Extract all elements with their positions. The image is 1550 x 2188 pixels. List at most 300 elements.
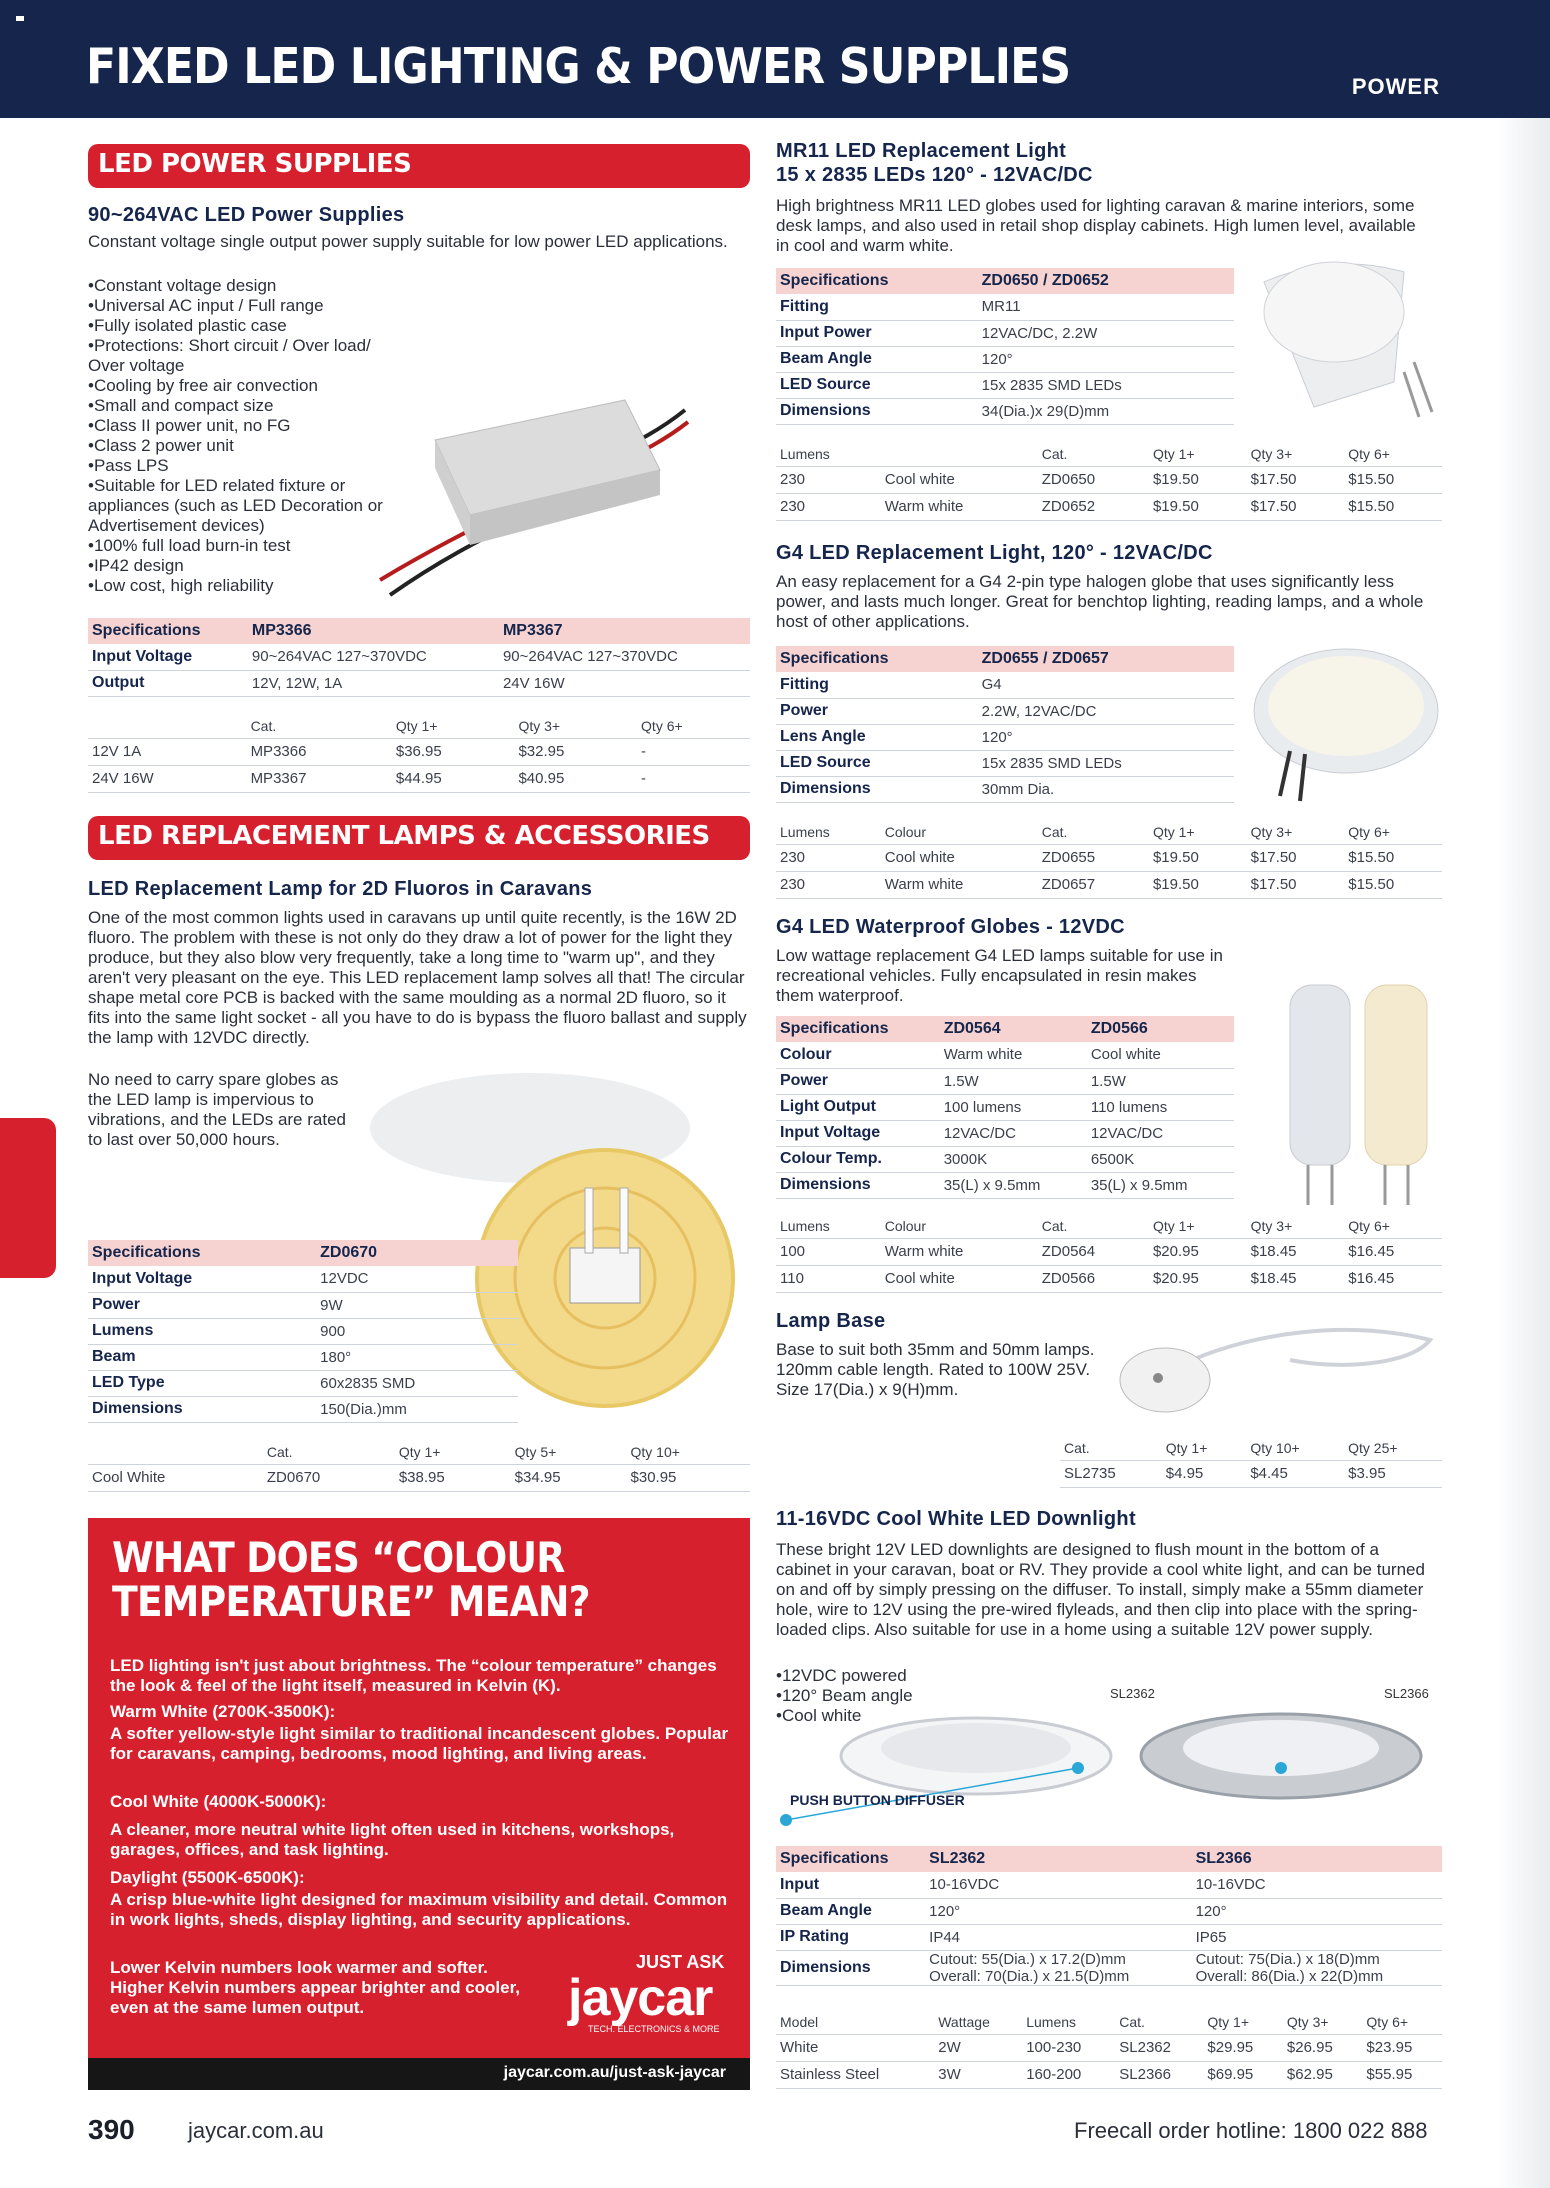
spec-value: 90~264VAC 127~370VDC — [499, 644, 750, 670]
price-cell: SL2735 — [1060, 1460, 1162, 1487]
price-header-cell: Qty 3+ — [1247, 820, 1345, 844]
spec-value: MR11 — [978, 294, 1234, 320]
spec-label: LED Source — [776, 372, 978, 398]
spec-value: 6500K — [1087, 1146, 1234, 1172]
price-row — [1060, 1460, 1442, 1487]
spec-value: 30mm Dia. — [978, 776, 1234, 802]
spec-value: 110 lumens — [1087, 1094, 1234, 1120]
price-cell: $30.95 — [627, 1464, 750, 1491]
price-row — [88, 765, 750, 792]
price-cell: $17.50 — [1247, 844, 1345, 871]
price-cell: 100-230 — [1022, 2034, 1115, 2061]
price-cell: Cool white — [881, 844, 1038, 871]
price-header-cell: Qty 3+ — [1283, 2010, 1363, 2034]
price-cell: 230 — [776, 844, 881, 871]
power-supply-image — [360, 380, 690, 600]
spec-value: 1.5W — [940, 1068, 1087, 1094]
colour-temperature-info-box — [88, 1518, 750, 2090]
spec-value: G4 — [978, 672, 1234, 698]
price-header-cell: Qty 3+ — [1247, 1214, 1345, 1238]
price-table-2d-lamp — [88, 1440, 750, 1492]
spec-label: Dimensions — [776, 1172, 940, 1198]
price-header-cell — [881, 442, 1038, 466]
spec-value: Warm white — [940, 1042, 1087, 1068]
feature-item: • 100% full load burn-in test — [88, 536, 388, 556]
spec-header-row — [776, 1846, 1442, 1872]
spec-row — [88, 644, 750, 670]
spec-value: 120° — [978, 346, 1234, 372]
feature-item: • Pass LPS — [88, 456, 388, 476]
product-title-lamp-base: Lamp Base — [776, 1310, 886, 1332]
spec-header-row — [88, 618, 750, 644]
feature-item: • Fully isolated plastic case — [88, 316, 388, 336]
spec-value: 15x 2835 SMD LEDs — [978, 750, 1234, 776]
spec-row — [776, 672, 1234, 698]
lamp-base-image — [1110, 1310, 1435, 1425]
header-mark — [16, 16, 24, 21]
spec-label: Colour — [776, 1042, 940, 1068]
product-title-downlight: 11-16VDC Cool White LED Downlight — [776, 1508, 1136, 1530]
page-title: FIXED LED LIGHTING & POWER SUPPLIES — [86, 38, 1071, 95]
price-cell: $17.50 — [1247, 493, 1345, 520]
spec-value: 120° — [925, 1898, 1191, 1924]
price-row — [88, 738, 750, 765]
price-cell: $16.45 — [1344, 1265, 1442, 1292]
downlight-label-sl2362: SL2362 — [1110, 1686, 1155, 1701]
spec-value: IP44 — [925, 1924, 1191, 1950]
spec-value: 900 — [316, 1318, 518, 1344]
product-desc-g4-waterproof: Low wattage replacement G4 LED lamps suitable for use in recreational vehicles. Fully encapsulated in resin makes them waterproof. — [776, 946, 1223, 1005]
spec-label: Power — [88, 1292, 316, 1318]
info-title-line1: WHAT DOES “COLOUR — [112, 1533, 565, 1582]
spec-label: Input — [776, 1872, 925, 1898]
spec-header-cell: Specifications — [88, 618, 248, 644]
price-header-cell: Lumens — [776, 1214, 881, 1238]
spec-value: 12VAC/DC, 2.2W — [978, 320, 1234, 346]
spec-value: 9W — [316, 1292, 518, 1318]
banner-led-power-supplies: LED POWER SUPPLIES — [88, 144, 750, 188]
spec-value: 150(Dia.)mm — [316, 1396, 518, 1422]
spec-header-cell: ZD0670 — [316, 1240, 518, 1266]
price-header-cell — [88, 1440, 263, 1464]
spec-row — [776, 1094, 1234, 1120]
spec-row — [776, 1950, 1442, 1985]
spec-header-cell: Specifications — [776, 1846, 925, 1872]
section-side-tab — [0, 1118, 56, 1278]
spec-row — [88, 1344, 518, 1370]
price-header-cell: Qty 1+ — [395, 1440, 511, 1464]
price-cell: - — [637, 738, 750, 765]
price-row — [776, 871, 1442, 898]
price-header-cell: Qty 1+ — [1203, 2010, 1283, 2034]
spec-header-cell: ZD0564 — [940, 1016, 1087, 1042]
price-cell: ZD0564 — [1038, 1238, 1149, 1265]
price-header-cell: Colour — [881, 820, 1038, 844]
spec-value: Cool white — [1087, 1042, 1234, 1068]
section-label: POWER — [1351, 74, 1440, 99]
spec-header-cell: MP3367 — [499, 618, 750, 644]
price-cell: $44.95 — [392, 765, 515, 792]
price-header-cell: Qty 6+ — [1344, 1214, 1442, 1238]
price-header-cell: Cat. — [1038, 442, 1149, 466]
spec-label: Beam — [88, 1344, 316, 1370]
spec-value: 15x 2835 SMD LEDs — [978, 372, 1234, 398]
price-header-cell: Qty 3+ — [1247, 442, 1345, 466]
banner-led-replacement-lamps: LED REPLACEMENT LAMPS & ACCESSORIES — [88, 816, 750, 860]
spec-value: 12VAC/DC — [940, 1120, 1087, 1146]
spec-table-mr11 — [776, 268, 1234, 425]
spec-label: Power — [776, 1068, 940, 1094]
product-title-g4: G4 LED Replacement Light, 120° - 12VAC/DC — [776, 542, 1213, 564]
spec-row — [776, 398, 1234, 424]
price-header-cell: Qty 1+ — [1149, 442, 1247, 466]
product-desc-lamp-base: Base to suit both 35mm and 50mm lamps. 120mm cable length. Rated to 100W 25V. Size 17(Dia.) x 9(H)mm. — [776, 1340, 1095, 1399]
spec-header-cell: Specifications — [776, 1016, 940, 1042]
price-cell: 24V 16W — [88, 765, 247, 792]
jaycar-logo: jaycar — [568, 1969, 713, 2027]
product-title-2d-lamp: LED Replacement Lamp for 2D Fluoros in Caravans — [88, 878, 593, 900]
product-desc-2d-lamp: One of the most common lights used in caravans up until quite recently, is the 16W 2D fluoro. The problem with these is not only do they draw a lot of power for the light they produce, but they also blow very frequently, take a long time to "warm up", and they aren't very pleasant on the eye. This LED replacement lamp solves all that! The circular shape metal core PCB is backed with the same moulding as a normal 2D fluoro, so it fits into the same light socket - all you have to do is bypass the fluoro ballast and supply the lamp with 12VDC directly. — [88, 908, 747, 1047]
g4-waterproof-globes-image — [1280, 980, 1445, 1210]
spec-value: Cutout: 55(Dia.) x 17.2(D)mm Overall: 70(Dia.) x 21.5(D)mm — [925, 1950, 1191, 1985]
price-cell: 3W — [934, 2061, 1022, 2088]
spec-row — [776, 1068, 1234, 1094]
price-cell: $15.50 — [1344, 493, 1442, 520]
spec-row — [88, 1266, 518, 1292]
price-header-row — [1060, 1436, 1442, 1460]
spec-header-row — [776, 1016, 1234, 1042]
price-row — [776, 493, 1442, 520]
spec-label: Colour Temp. — [776, 1146, 940, 1172]
price-cell: $26.95 — [1283, 2034, 1363, 2061]
spec-row — [88, 1318, 518, 1344]
price-cell: $3.95 — [1344, 1460, 1442, 1487]
price-cell: $34.95 — [511, 1464, 627, 1491]
spec-value: 24V 16W — [499, 670, 750, 696]
price-header-cell: Cat. — [1038, 820, 1149, 844]
price-cell: $4.45 — [1246, 1460, 1344, 1487]
feature-item: • IP42 design — [88, 556, 388, 576]
spec-header-cell: MP3366 — [248, 618, 499, 644]
info-conclusion: Lower Kelvin numbers look warmer and softer. Higher Kelvin numbers appear brighter and cooler, even at the same lumen output. — [110, 1958, 520, 2017]
product-title-g4-waterproof: G4 LED Waterproof Globes - 12VDC — [776, 916, 1125, 938]
price-header-row — [776, 820, 1442, 844]
price-row — [776, 844, 1442, 871]
spec-row — [776, 1146, 1234, 1172]
price-cell: $20.95 — [1149, 1265, 1247, 1292]
price-header-cell: Cat. — [1060, 1436, 1162, 1460]
price-header-row — [88, 1440, 750, 1464]
spec-header-cell: ZD0655 / ZD0657 — [978, 646, 1234, 672]
spec-label: Input Power — [776, 320, 978, 346]
feature-item: • Suitable for LED related fixture or appliances (such as LED Decoration or Advertisement devices) — [88, 476, 388, 536]
spec-row — [776, 1898, 1442, 1924]
spec-label: Light Output — [776, 1094, 940, 1120]
spec-value: 2.2W, 12VAC/DC — [978, 698, 1234, 724]
footer-url[interactable]: jaycar.com.au — [188, 2118, 324, 2143]
price-header-cell: Qty 10+ — [627, 1440, 750, 1464]
price-cell: $29.95 — [1203, 2034, 1283, 2061]
price-cell: $17.50 — [1247, 466, 1345, 493]
page-edge — [1496, 118, 1550, 2188]
spec-label: Output — [88, 670, 248, 696]
price-cell: $16.45 — [1344, 1238, 1442, 1265]
feature-item: • 12VDC powered — [776, 1666, 966, 1686]
spec-label: Lens Angle — [776, 724, 978, 750]
price-header-cell: Qty 25+ — [1344, 1436, 1442, 1460]
spec-value: Cutout: 75(Dia.) x 18(D)mm Overall: 86(Dia.) x 22(D)mm — [1192, 1950, 1442, 1985]
spec-label: Dimensions — [776, 398, 978, 424]
price-cell: $15.50 — [1344, 871, 1442, 898]
feature-item: • Small and compact size — [88, 396, 388, 416]
price-header-cell: Cat. — [247, 714, 392, 738]
spec-label: Beam Angle — [776, 346, 978, 372]
price-row — [776, 466, 1442, 493]
price-cell: Cool White — [88, 1464, 263, 1491]
footer-hotline: Freecall order hotline: 1800 022 888 — [1074, 2118, 1428, 2143]
product-desc-mr11: High brightness MR11 LED globes used for lighting caravan & marine interiors, some desk lamps, and also used in retail shop display cabinets. High lumen level, available in cool and warm white. — [776, 196, 1416, 255]
price-cell: $38.95 — [395, 1464, 511, 1491]
price-header-cell: Qty 1+ — [1149, 820, 1247, 844]
product-desc-power-supplies: Constant voltage single output power supply suitable for low power LED applications. — [88, 232, 728, 251]
price-cell: $18.45 — [1247, 1238, 1345, 1265]
spec-label: Lumens — [88, 1318, 316, 1344]
price-cell: 230 — [776, 466, 881, 493]
price-cell: MP3366 — [247, 738, 392, 765]
price-row — [776, 1265, 1442, 1292]
spec-value: 34(Dia.)x 29(D)mm — [978, 398, 1234, 424]
price-header-cell: Qty 1+ — [392, 714, 515, 738]
spec-header-cell: ZD0650 / ZD0652 — [978, 268, 1234, 294]
info-intro: LED lighting isn't just about brightness. The “colour temperature” changes the look & feel of the light itself, measured in Kelvin (K). — [110, 1656, 717, 1695]
spec-header-row — [776, 268, 1234, 294]
feature-item: • Universal AC input / Full range — [88, 296, 388, 316]
spec-label: Dimensions — [776, 776, 978, 802]
spec-header-cell: SL2366 — [1192, 1846, 1442, 1872]
price-header-cell: Qty 3+ — [514, 714, 637, 738]
spec-header-row — [88, 1240, 518, 1266]
price-cell: $40.95 — [514, 765, 637, 792]
price-header-cell: Wattage — [934, 2010, 1022, 2034]
price-header-row — [776, 442, 1442, 466]
price-header-cell: Model — [776, 2010, 934, 2034]
spec-value: 120° — [978, 724, 1234, 750]
price-cell: Cool white — [881, 466, 1038, 493]
logo-just-ask: JUST ASK — [636, 1952, 725, 1972]
g4-globe-image — [1250, 646, 1445, 806]
price-header-row — [776, 1214, 1442, 1238]
price-cell: ZD0655 — [1038, 844, 1149, 871]
info-title-line2: TEMPERATURE” MEAN? — [112, 1577, 590, 1626]
product-title-mr11-line1: MR11 LED Replacement Light — [776, 140, 1067, 162]
price-cell: ZD0650 — [1038, 466, 1149, 493]
page-header — [0, 0, 1550, 118]
product-desc2-2d-lamp: No need to carry spare globes as the LED lamp is impervious to vibrations, and the LEDs are rated to last over 50,000 hours. — [88, 1070, 346, 1149]
downlight-label-sl2366: SL2366 — [1384, 1686, 1429, 1701]
info-cool-text: A cleaner, more neutral white light often used in kitchens, workshops, garages, offices, and task lighting. — [110, 1820, 675, 1859]
spec-label: Input Voltage — [88, 644, 248, 670]
price-header-cell: Qty 1+ — [1149, 1214, 1247, 1238]
price-row — [776, 2034, 1442, 2061]
spec-row — [776, 1872, 1442, 1898]
price-header-cell: Qty 6+ — [1362, 2010, 1442, 2034]
spec-value: 1.5W — [1087, 1068, 1234, 1094]
price-table-g4-waterproof — [776, 1214, 1442, 1293]
spec-table-power-supplies — [88, 618, 750, 697]
spec-value: IP65 — [1192, 1924, 1442, 1950]
spec-label: LED Type — [88, 1370, 316, 1396]
feature-item: • 120° Beam angle — [776, 1686, 966, 1706]
price-header-cell: Lumens — [776, 820, 881, 844]
price-cell: $23.95 — [1362, 2034, 1442, 2061]
spec-header-row — [776, 646, 1234, 672]
info-title — [112, 1533, 590, 1626]
spec-value: 10-16VDC — [1192, 1872, 1442, 1898]
spec-row — [776, 372, 1234, 398]
price-header-cell: Colour — [881, 1214, 1038, 1238]
price-header-cell: Qty 6+ — [1344, 820, 1442, 844]
price-cell: $36.95 — [392, 738, 515, 765]
spec-row — [776, 1120, 1234, 1146]
spec-row — [776, 750, 1234, 776]
price-cell: ZD0652 — [1038, 493, 1149, 520]
product-title-power-supplies: 90~264VAC LED Power Supplies — [88, 204, 405, 226]
spec-row — [776, 698, 1234, 724]
price-cell: 2W — [934, 2034, 1022, 2061]
price-table-downlight — [776, 2010, 1442, 2089]
spec-value: 35(L) x 9.5mm — [1087, 1172, 1234, 1198]
price-header-cell: Cat. — [263, 1440, 395, 1464]
spec-header-cell: SL2362 — [925, 1846, 1191, 1872]
spec-row — [776, 776, 1234, 802]
spec-label: Dimensions — [88, 1396, 316, 1422]
price-cell: 110 — [776, 1265, 881, 1292]
spec-value: 180° — [316, 1344, 518, 1370]
price-cell: MP3367 — [247, 765, 392, 792]
price-cell: $19.50 — [1149, 844, 1247, 871]
spec-value: 10-16VDC — [925, 1872, 1191, 1898]
price-table-mr11 — [776, 442, 1442, 521]
price-cell: $19.50 — [1149, 466, 1247, 493]
price-cell: Warm white — [881, 1238, 1038, 1265]
spec-row — [776, 1172, 1234, 1198]
product-title-mr11-line2: 15 x 2835 LEDs 120° - 12VAC/DC — [776, 164, 1093, 186]
product-desc-g4: An easy replacement for a G4 2-pin type halogen globe that uses significantly less power, and lasts much longer. Great for benchtop lighting, reading lamps, and a whole host of other applications. — [776, 572, 1424, 631]
info-warm-text: A softer yellow-style light similar to traditional incandescent globes. Popular for caravans, camping, bedrooms, mood lighting, and living areas. — [110, 1724, 729, 1763]
price-table-g4 — [776, 820, 1442, 899]
price-cell: 230 — [776, 493, 881, 520]
spec-value: 12VAC/DC — [1087, 1120, 1234, 1146]
price-header-cell: Lumens — [776, 442, 881, 466]
spec-row — [776, 1924, 1442, 1950]
spec-row — [776, 294, 1234, 320]
spec-table-g4-waterproof — [776, 1016, 1234, 1199]
price-cell: ZD0566 — [1038, 1265, 1149, 1292]
price-cell: $32.95 — [514, 738, 637, 765]
price-cell: $69.95 — [1203, 2061, 1283, 2088]
price-cell: Warm white — [881, 493, 1038, 520]
price-cell: Cool white — [881, 1265, 1038, 1292]
spec-row — [776, 320, 1234, 346]
price-header-cell: Cat. — [1115, 2010, 1203, 2034]
price-header-cell — [88, 714, 247, 738]
price-cell: 12V 1A — [88, 738, 247, 765]
price-cell: $55.95 — [1362, 2061, 1442, 2088]
page-number: 390 — [88, 2114, 135, 2145]
feature-item: • Constant voltage design — [88, 276, 388, 296]
price-row — [776, 1238, 1442, 1265]
feature-list-power-supplies — [88, 276, 388, 596]
price-cell: ZD0657 — [1038, 871, 1149, 898]
spec-row — [88, 1292, 518, 1318]
spec-label: Dimensions — [776, 1950, 925, 1985]
info-daylight-text: A crisp blue-white light designed for maximum visibility and detail. Common in work lights, sheds, display lighting, and security applications. — [110, 1890, 728, 1929]
feature-item: • Cool white — [776, 1706, 966, 1726]
spec-row — [776, 346, 1234, 372]
price-cell: - — [637, 765, 750, 792]
info-cool-heading: Cool White (4000K-5000K): — [110, 1792, 327, 1811]
price-header-cell: Qty 1+ — [1162, 1436, 1247, 1460]
spec-table-downlight — [776, 1846, 1442, 1986]
spec-row — [88, 670, 750, 696]
price-cell: 160-200 — [1022, 2061, 1115, 2088]
price-header-row — [88, 714, 750, 738]
price-table-lamp-base — [1060, 1436, 1442, 1488]
price-cell: SL2366 — [1115, 2061, 1203, 2088]
spec-label: Power — [776, 698, 978, 724]
price-cell: ZD0670 — [263, 1464, 395, 1491]
price-cell: White — [776, 2034, 934, 2061]
logo-tagline: TECH. ELECTRONICS & MORE — [588, 2024, 720, 2034]
spec-label: Input Voltage — [88, 1266, 316, 1292]
price-cell: $18.45 — [1247, 1265, 1345, 1292]
spec-row — [88, 1396, 518, 1422]
price-cell: $62.95 — [1283, 2061, 1363, 2088]
price-row — [776, 2061, 1442, 2088]
spec-value: 12VDC — [316, 1266, 518, 1292]
price-header-cell: Lumens — [1022, 2010, 1115, 2034]
price-header-cell: Qty 10+ — [1246, 1436, 1344, 1460]
price-cell: $19.50 — [1149, 493, 1247, 520]
spec-table-2d-lamp — [88, 1240, 518, 1423]
price-cell: $15.50 — [1344, 844, 1442, 871]
spec-value: 3000K — [940, 1146, 1087, 1172]
spec-label: LED Source — [776, 750, 978, 776]
feature-item: • Protections: Short circuit / Over load/ Over voltage — [88, 336, 388, 376]
spec-label: Input Voltage — [776, 1120, 940, 1146]
product-desc-downlight: These bright 12V LED downlights are designed to flush mount in the bottom of a cabinet in your caravan, boat or RV. They provide a cool white light, and can be turned on and off by simply pressing on the diffuser. To install, simply make a 55mm diameter hole, wire to 12V using the pre-wired flyleads, and then clip into place with the spring-loaded clips. Also suitable for use in a home using a suitable 12V power supply. — [776, 1540, 1425, 1639]
info-warm-heading: Warm White (2700K-3500K): — [110, 1702, 336, 1721]
spec-header-cell: Specifications — [776, 646, 978, 672]
info-daylight-heading: Daylight (5500K-6500K): — [110, 1868, 305, 1887]
spec-label: Fitting — [776, 672, 978, 698]
info-url-link[interactable]: jaycar.com.au/just-ask-jaycar — [88, 2058, 750, 2090]
price-header-cell: Qty 6+ — [1344, 442, 1442, 466]
spec-header-cell: ZD0566 — [1087, 1016, 1234, 1042]
spec-header-cell: Specifications — [776, 268, 978, 294]
price-cell: SL2362 — [1115, 2034, 1203, 2061]
price-header-row — [776, 2010, 1442, 2034]
spec-value: 35(L) x 9.5mm — [940, 1172, 1087, 1198]
price-cell: $19.50 — [1149, 871, 1247, 898]
spec-row — [88, 1370, 518, 1396]
spec-row — [776, 1042, 1234, 1068]
price-cell: $20.95 — [1149, 1238, 1247, 1265]
price-cell: $4.95 — [1162, 1460, 1247, 1487]
price-cell: $17.50 — [1247, 871, 1345, 898]
downlight-image — [776, 1686, 1446, 1836]
feature-item: • Low cost, high reliability — [88, 576, 388, 596]
